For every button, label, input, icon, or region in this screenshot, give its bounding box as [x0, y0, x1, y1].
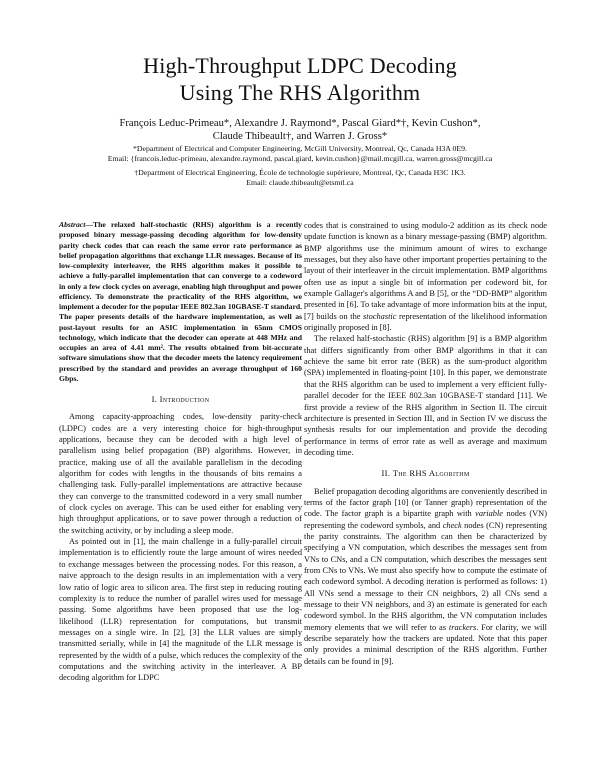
title-line-1: High-Throughput LDPC Decoding	[143, 53, 457, 78]
section-1-paragraph-1: Among capacity-approaching codes, low-density parity-check (LDPC) codes are a very interesting choice for high-throughput applications, because they can be decoded with a high level of parallelism using belief propagation (BP) algorithms. However, in practice, making use of all the available parallelism in the decoding algorithm for codes with lengths in the thousands of bits remains a challenging task. Fully-parallel implementations are attractive because they can converge to the transmitted codeword in a very small number of clock cycles on average. This can be used either for enabling very high throughput applications, or to save power through a reduction of the switching activity, or by including a sleep mode.	[59, 412, 302, 535]
section-1-title: Introduction	[159, 394, 210, 404]
left-column	[59, 220, 302, 684]
authors-line-2: Claude Thibeault†, and Warren J. Gross*	[212, 131, 388, 142]
section-2-paragraph-1	[304, 486, 547, 668]
section-1-paragraph-3: The relaxed half-stochastic (RHS) algorithm [9] is a BMP algorithm that differs significantly from other BMP algorithms in that it can achieve the same bit error rate (BER) as the sum-product algorithm (SPA) implemented in floating-point [10]. In this paper, we demonstrate that the RHS algorithm can be used to implement a very efficient fully-parallel decoder for the IEEE 802.3an 10GBASE-T standard [11]. We first provide a review of the RHS algorithm in Section II. The circuit architecture is presented in Section III, and in Section IV we discuss the synthesis results for our implementation and provide the decoding performance in terms of error rate as well as average and maximum decoding time.	[304, 334, 547, 457]
title-line-2: Using The RHS Algorithm	[179, 80, 421, 105]
right-column	[304, 220, 547, 667]
s2-text-a: Belief propagation decoding algorithms are conveniently described in terms of the factor graph [10] (or Tanner graph) representation of the code. The factor graph is a bipartite graph with	[304, 486, 547, 519]
abstract-text: —The relaxed half-stochastic (RHS) algorithm is a recently proposed binary message-passing decoding algorithm for low-density parity check codes that can reach the same error rate performance as belief propagation algorithms that exchange LLR messages. Because of its low-complexity interleaver, the RHS algorithm makes it possible to achieve a fully-parallel implementation that can converge to a codeword in only a few clock cycles on average, enabling high throughput and power efficiency. To demonstrate the practicality of the RHS algorithm, we implement a decoder for the popular IEEE 802.3an 10GBASE-T standard. The paper presents details of the hardware implementation, as well as post-layout results for an ASIC implementation in 65nm CMOS technology, which indicate that the decoder can operate at 448 MHz and occupies an area of 4.41 mm². The results obtained from bit-accurate software simulations show that the decoder meets the latency requirement prescribed by the standard and provides an average throughput of 160 Gbps.	[59, 220, 302, 383]
continued-text-a: codes that is constrained to using modulo-2 addition as its check node update function is known as a binary message-passing (BMP) algorithm. BMP algorithms use the minimum amount of wires to exchange messages, but they also have other important properties pertaining to the layout of their interleaver in the circuit implementation. BMP algorithms often use as input a single bit of information per codeword bit, for example Gallager's algorithms A and B [5], or the “DD-BMP” algorithm presented in [6]. To take advantage of more information bits at the input, [7] builds on the	[304, 221, 547, 321]
continued-text-b: representation of the likelihood information originally proposed in [8].	[304, 311, 547, 333]
section-2-title: The RHS Algorithm	[392, 468, 470, 479]
s2-text-c: nodes (CN) representing the parity constraints. The algorithm can then be characterized by specifying a VN computation, which describes the messages sent from VNs to CNs, and a CN computation, which describes the messages sent from CNs to VNs. We must also specify how to compute the estimate of each codeword symbol. A decoding iteration is performed as follows: 1) All VNs send a message to their CN neighbors, 2) all CNs send a message to their VN neighbors, and 3) an estimate is generated for each codeword symbol. In the RHS algorithm, the VN computation includes memory elements that we will refer to as	[304, 520, 547, 632]
section-1-heading	[59, 394, 302, 405]
abstract	[59, 220, 302, 384]
section-2-number: II.	[381, 468, 391, 479]
s2-emphasis-trackers: trackers	[448, 622, 477, 632]
section-2-heading	[304, 468, 547, 479]
affiliation-1	[30, 144, 570, 164]
section-1-paragraph-2: As pointed out in [1], the main challenge in a fully-parallel circuit implementation is to efficiently route the large amount of wires needed to exchange messages between the processing nodes. For this reason, a naive approach to the design results in an implementation with a very low ratio of logic area to silicon area. The first step in reducing routing complexity is to reduce the number of parallel wires used for message passing. Some algorithms have been proposed that use the log-likelihood (LLR) representation for computations, but transmit messages on a single wire. In [2], [3] the LLR values are simply transmitted serially, while in [4] the magnitude of the LLR message is represented by the width of a pulse, which reduces the complexity of the computations and the switching activity in the interleaver. A BP decoding algorithm for LDPC	[59, 537, 302, 683]
authors-line-1: François Leduc-Primeau*, Alexandre J. Raymond*, Pascal Giard*†, Kevin Cushon*,	[119, 118, 481, 129]
section-1-paragraph-2-continued	[304, 220, 547, 333]
paper-title	[0, 52, 600, 106]
affiliation-2-line-1: †Department of Electrical Engineering, École de technologie supérieure, Montreal, Qc, Canada H3C 1K3.	[134, 168, 466, 177]
abstract-label: Abstract	[59, 220, 86, 229]
continued-text-emphasis: stochastic	[363, 311, 397, 321]
s2-emphasis-variable: variable	[475, 509, 503, 519]
section-1-number: I.	[151, 394, 158, 404]
affiliation-2	[30, 168, 570, 188]
author-list	[40, 117, 560, 143]
affiliation-1-email: Email: {francois.leduc-primeau, alexandre.raymond, pascal.giard, kevin.cushon}@mail.mcgill.ca, warren.gross@mcgill.ca	[107, 154, 493, 164]
s2-text-d: . For clarity, we will describe separately how the trackers are updated. Note that this paper only provides a minimal description of the RHS algorithm. Further details can be found in [9].	[304, 622, 547, 666]
s2-emphasis-check: check	[442, 520, 462, 530]
s2-text-b: nodes (VN) representing the codeword symbols, and	[304, 509, 547, 530]
affiliation-1-line-1: *Department of Electrical and Computer Engineering, McGill University, Montreal, Qc, Canada H3A 0E9.	[132, 144, 468, 153]
affiliation-2-email: Email: claude.thibeault@etsmtl.ca	[246, 178, 354, 188]
